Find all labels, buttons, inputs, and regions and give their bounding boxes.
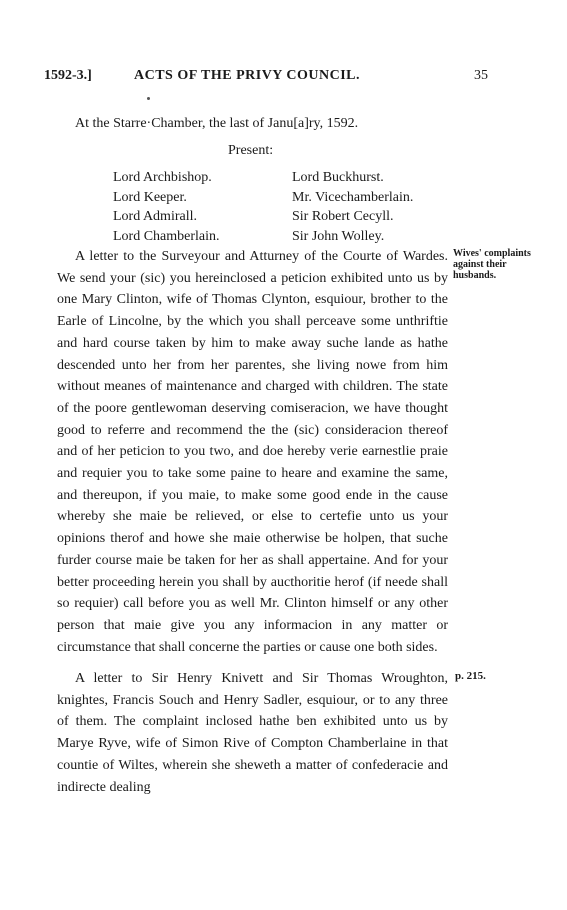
page-number: 35 — [474, 68, 488, 83]
attendee: Lord Admirall. — [113, 209, 197, 224]
running-header — [44, 68, 488, 90]
present-label: Present: — [228, 143, 274, 158]
attendee: Lord Archbishop. — [113, 170, 212, 185]
attendee: Lord Buckhurst. — [292, 170, 384, 185]
attendees-right-column — [292, 168, 413, 246]
attendee: Sir Robert Cecyll. — [292, 209, 394, 224]
attendee: Lord Keeper. — [113, 189, 187, 205]
margin-page-ref: p. 215. — [455, 670, 486, 682]
header-title: ACTS OF THE PRIVY COUNCIL. — [134, 68, 361, 83]
meeting-heading: At the Starre·Chamber, the last of Janu[a]ry, 1592. — [75, 116, 359, 131]
ink-dot — [147, 97, 150, 100]
attendee: Lord Chamberlain. — [113, 228, 220, 244]
attendees-left-column — [113, 168, 220, 246]
attendee: Mr. Vicechamberlain. — [292, 189, 414, 205]
margin-note: Wives' complaints against their husbands. — [453, 248, 531, 281]
attendee: Sir John Wolley. — [292, 228, 385, 244]
letter-paragraph-2: A letter to Sir Henry Knivett and Sir Thomas Wroughton, knightes, Francis Souch and Henry Sadler, esquiour, or to any three of them. The complaint inclosed hathe ben exhibited unto us by Marye Ryve, wife of Simon Rive of Compton Chamberlaine in that countie of Wiltes, wherein she sheweth a matter of confederacie and indirecte dealing — [57, 671, 448, 795]
header-year: 1592-3.] — [44, 68, 92, 83]
letter-paragraph-1: A letter to the Surveyour and Atturney of the Courte of Wardes. We send your (sic) you hereinclosed a peticion exhibited unto us by one Mary Clinton, wife of Thomas Clynton, esquiour, brother to the Earle of Lincolne, by the which you shall perceave some unthriftie and hard course taken by him to make away suche lande as hathe descended unto her from her parentes, she living nowe from him without meanes of maintenance and charged with children. The state of the poore gentlewoman deserving comiseracion, we have thought good to referre and recommend the the (sic) consideracion thereof and of her peticion to you two, and doe hereby verie earnestlie praie and requier you to take some paine to heare and examine the same, and thereupon, if you maie, to make some good ende in the cause whereby she maie be relieved, or else to certefie unto us your opinions therof and howe she maie otherwise be holpen, that suche furder course maie be taken for her as shall appertaine. And for your better proceeding herein you shall by aucthoritie herof (if neede shall so requier) call before you as well Mr. Clinton himself or any other person that maie give you any informacion in any matter or circumstance that shall concerne the parties or cause one both sides. — [57, 249, 448, 655]
